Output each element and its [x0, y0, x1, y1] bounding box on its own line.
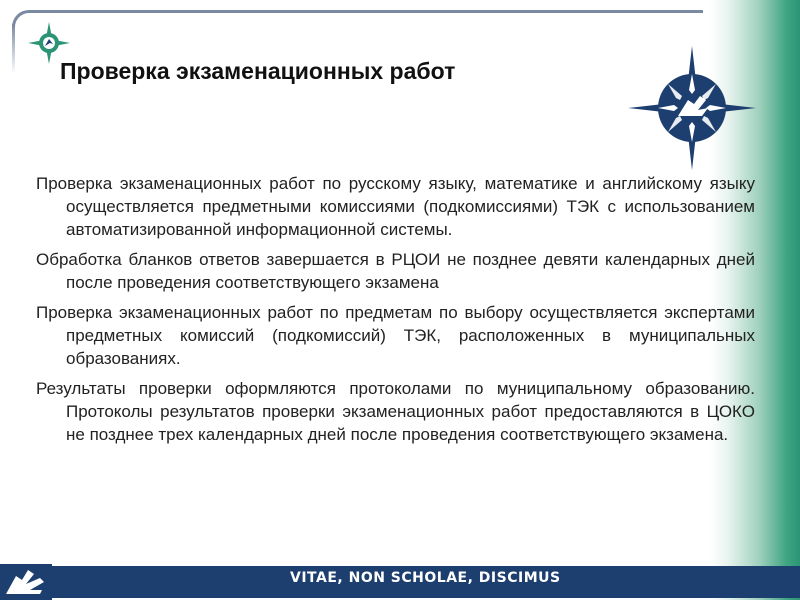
p2-line-1: Обработка бланков ответов завершается в РЦОИ не позднее девяти [36, 250, 606, 269]
p3-line-2: осуществляется экспертами предметных комиссий (подкомиссий) [66, 303, 755, 345]
p4-line-2: образованию. Протоколы результатов проверки экзаменационных [66, 379, 755, 421]
p3-line-3: ТЭК, расположенных в муниципальных образованиях. [66, 326, 755, 368]
p4-line-4: не позднее трех календарных дней после проведения [66, 425, 501, 444]
p4-line-5: соответствующего экзамена. [500, 425, 729, 444]
p2-line-2: календарных дней после проведения соответствующего экзамена [66, 250, 755, 292]
p3-line-1: Проверка экзаменационных работ по предметам по выбору [36, 303, 530, 322]
header-frame-side [12, 24, 15, 74]
paragraph-2 [36, 248, 755, 294]
p1-line-4: информационной системы. [236, 220, 453, 239]
page-title: Проверка экзаменационных работ [60, 58, 456, 84]
hand-logo-icon [0, 564, 52, 600]
footer-motto: VITAE, NON SCHOLAE, DISCIMUS [290, 570, 561, 586]
footer-logo-box [0, 564, 52, 600]
content-body [36, 172, 755, 453]
p4-line-1: Результаты проверки оформляются протоколами по муниципальному [36, 379, 646, 398]
header-frame [12, 10, 703, 27]
p1-line-2: и английскому языку осуществляется предметными комиссиями [66, 174, 756, 216]
compass-star-emblem-icon [628, 46, 756, 170]
paragraph-4 [36, 377, 755, 446]
footer [0, 562, 800, 600]
p1-line-3: (подкомиссиями) ТЭК с использованием автоматизированной [66, 197, 755, 239]
paragraph-1 [36, 172, 755, 241]
paragraph-3 [36, 301, 755, 370]
p4-line-3: работ предоставляются в ЦОКО [491, 402, 755, 421]
p1-line-1: Проверка экзаменационных работ по русскому языку, математике [36, 174, 586, 193]
